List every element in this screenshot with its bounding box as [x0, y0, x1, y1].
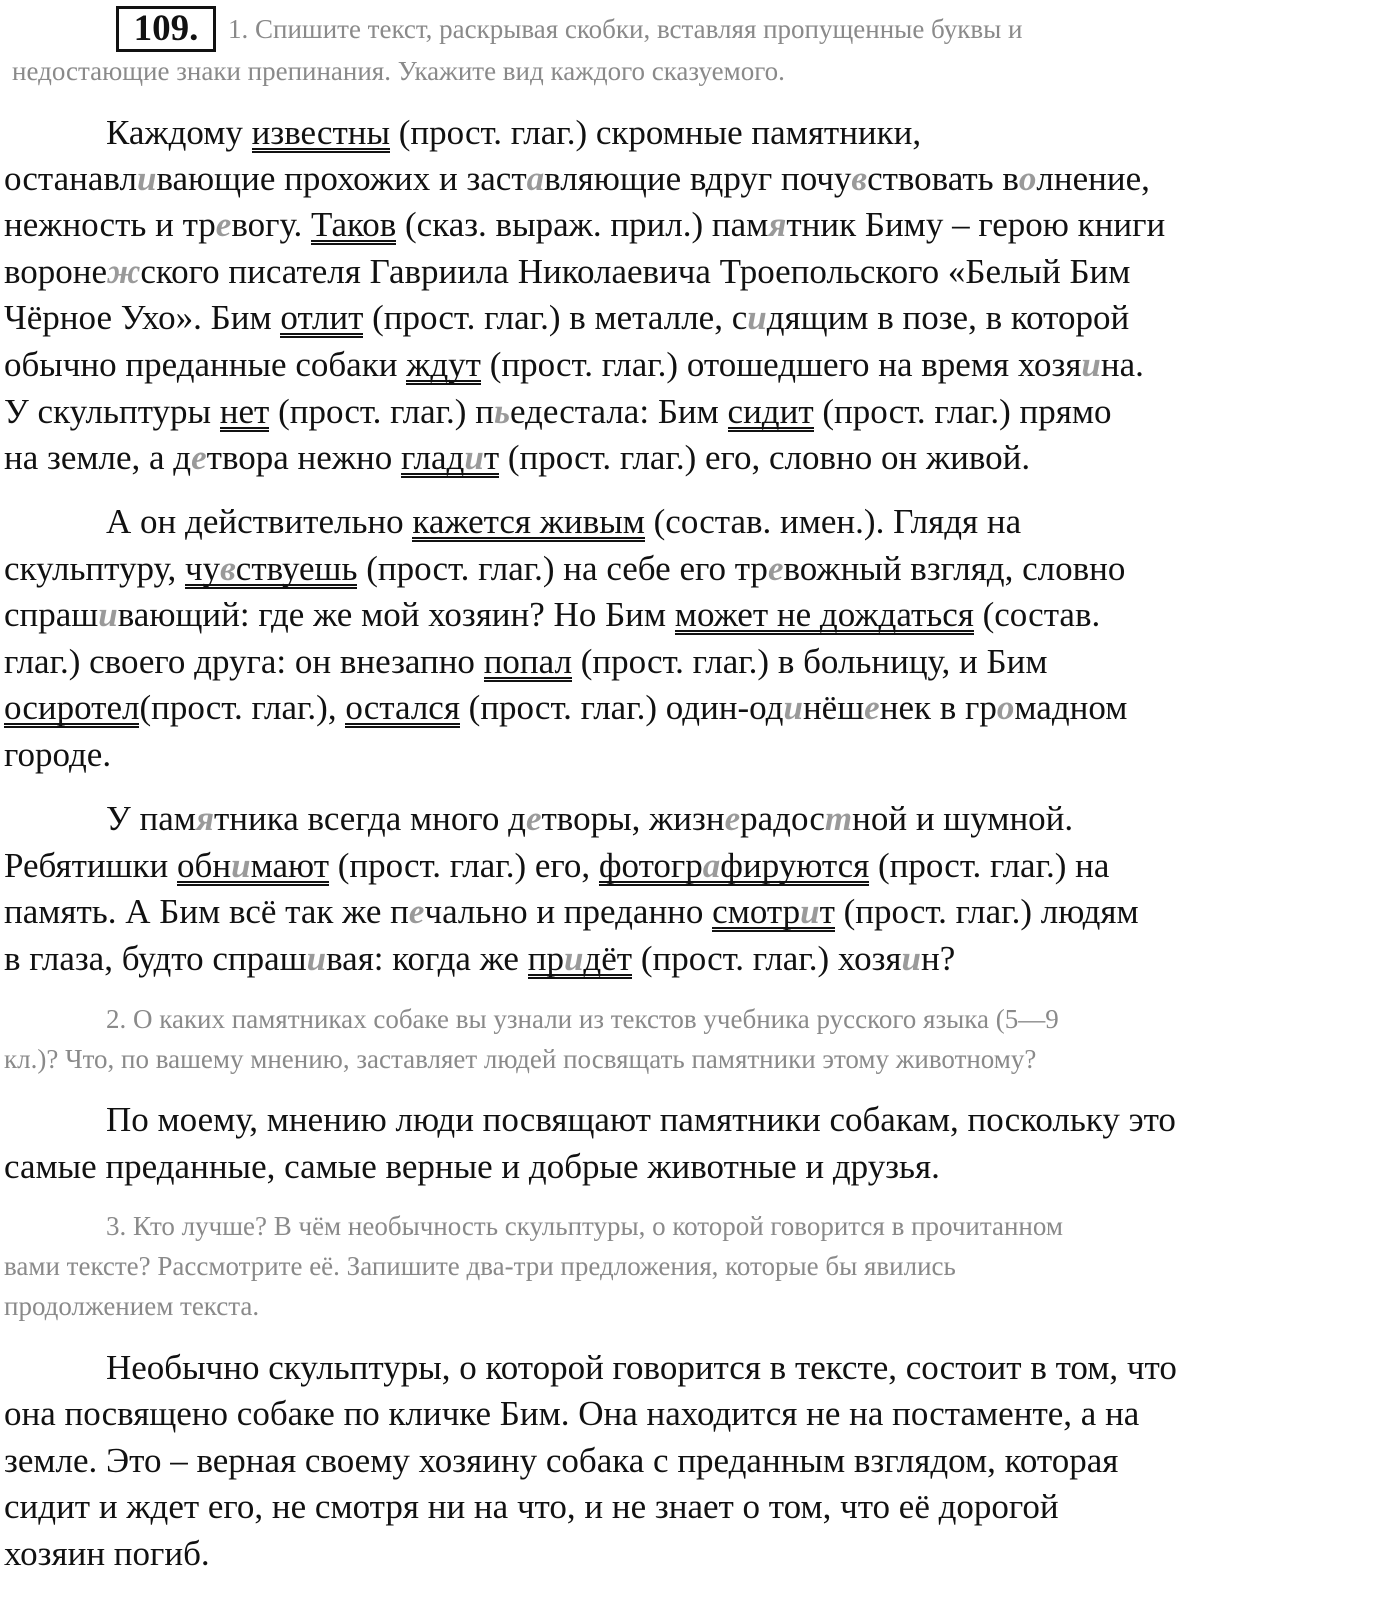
text: на. [1100, 345, 1144, 384]
text: ной и шумной. [852, 799, 1074, 838]
text: городе. [4, 735, 112, 774]
text: т [819, 892, 835, 931]
p1-line-8 [4, 434, 1030, 482]
task-3-line-3: продолжением текста. [4, 1291, 260, 1321]
text: А он действительно [106, 502, 413, 541]
inserted-letter: а [526, 159, 545, 198]
text: (прост. глаг.) в металле, с [363, 298, 748, 337]
answer-3-line-1: Необычно скульптуры, о которой говорится в тексте, состоит в том, что [106, 1348, 1177, 1387]
inserted-letter: е [525, 799, 542, 838]
answer-3-line-2: она посвящено собаке по кличке Бим. Она находится не на постаменте, а на [4, 1394, 1140, 1433]
inserted-letter: и [783, 688, 803, 727]
text: вающий: где же мой хозяин? Но Бим [117, 595, 675, 634]
p1-line-4 [4, 248, 1130, 296]
task-1-line-2: недостающие знаки препинания. Укажите вид каждого сказуемого. [12, 56, 785, 86]
predicate: нет [219, 392, 270, 431]
inserted-letter: и [901, 939, 921, 978]
p3-line-4 [4, 935, 955, 983]
inserted-letter: я [195, 799, 214, 838]
inserted-letter: и [98, 595, 118, 634]
predicate: Таков [310, 205, 397, 244]
predicate: сидит [727, 392, 814, 431]
text: (прост. глаг.) на [869, 846, 1110, 885]
predicate [527, 939, 633, 979]
predicate: ждут [406, 345, 481, 384]
text: ского писателя Гавриила Николаевича Троепольского «Белый Бим [140, 252, 1131, 291]
text: пр [527, 939, 564, 978]
text: (прост. глаг.) скромные памятники, [390, 113, 922, 152]
text: вогу. [231, 205, 311, 244]
p1-line-5 [4, 294, 1129, 342]
text: Чёрное Ухо». Бим [4, 298, 281, 337]
p2-line-4 [4, 638, 1048, 686]
text: (прост. глаг.) прямо [813, 392, 1112, 431]
text: Каждому [106, 113, 252, 152]
text: спраш [4, 595, 99, 634]
predicate [177, 846, 329, 886]
text: мадном [1014, 688, 1128, 727]
text: (прост. глаг.) хозя [632, 939, 902, 978]
text: память. А Бим всё так же п [4, 892, 409, 931]
inserted-letter: и [1081, 345, 1101, 384]
predicate [400, 438, 500, 478]
inserted-letter: т [824, 799, 853, 838]
text: нек в гр [879, 688, 997, 727]
task-3-line-2: вами тексте? Рассмотрите её. Запишите два-три предложения, которые бы явились [4, 1251, 956, 1281]
p1-line-2 [4, 155, 1150, 203]
answer-2-line-2: самые преданные, самые верные и добрые животные и друзья. [4, 1147, 940, 1186]
text: У пам [106, 799, 196, 838]
text: (состав. имен.). Глядя на [644, 502, 1022, 541]
predicate: остался [345, 688, 460, 727]
predicate: кажется живым [412, 502, 645, 541]
p2-line-3 [4, 591, 1100, 639]
p2-line-5 [4, 684, 1127, 732]
text: (прост. глаг.) отошедшего на время хозя [480, 345, 1082, 384]
inserted-letter: а [702, 846, 721, 885]
text: фотогр [598, 846, 703, 885]
text: чально и преданно [424, 892, 713, 931]
inserted-letter: ж [107, 252, 141, 291]
p3-line-1 [106, 795, 1073, 843]
predicate [712, 892, 835, 932]
text: нежность и тр [4, 205, 216, 244]
text: н? [920, 939, 956, 978]
text: едестала: Бим [509, 392, 728, 431]
text: ствовать в [867, 159, 1019, 198]
text: твора нежно [206, 438, 401, 477]
text: вожный взгляд, словно [783, 549, 1126, 588]
answer-3-line-5: хозяин погиб. [4, 1534, 210, 1573]
inserted-letter: о [1018, 159, 1037, 198]
predicate: осиротел [4, 688, 140, 727]
inserted-letter: и [464, 438, 484, 477]
text: (состав. [973, 595, 1101, 634]
text: тник Биму – герою книги [786, 205, 1166, 244]
predicate: отлит [280, 298, 364, 337]
text: смотр [712, 892, 801, 931]
p2-line-2 [4, 545, 1125, 593]
text: глаг.) своего друга: он внезапно [4, 642, 484, 681]
text: т [483, 438, 500, 477]
inserted-letter: в [851, 159, 868, 198]
text: вающие прохожих и заст [156, 159, 527, 198]
text: (прост. глаг.) один-од [459, 688, 784, 727]
inserted-letter: е [767, 549, 784, 588]
task-2-line-1: 2. О каких памятниках собаке вы узнали из текстов учебника русского языка (5—9 [106, 1004, 1059, 1034]
answer-2-line-1: По моему, мнению люди посвящают памятники собакам, поскольку это [106, 1100, 1176, 1139]
exercise-number: 109. [116, 6, 216, 52]
text: скульптуру, [4, 549, 186, 588]
inserted-letter: я [768, 205, 787, 244]
text: чу [185, 549, 221, 588]
text: творы, жизн [541, 799, 725, 838]
inserted-letter: и [136, 159, 157, 198]
p1-line-7 [4, 388, 1111, 436]
text: (прост. глаг.), [139, 688, 346, 727]
p2-line-1 [106, 498, 1021, 546]
inserted-letter: е [215, 205, 232, 244]
inserted-letter: в [220, 549, 236, 588]
predicate [598, 846, 870, 886]
text: дящим в позе, в которой [766, 298, 1130, 337]
text: (прост. глаг.) людям [834, 892, 1139, 931]
text: У скульптуры [4, 392, 220, 431]
text: вляющие вдруг почу [544, 159, 852, 198]
inserted-letter: и [800, 892, 820, 931]
text: (прост. глаг.) его, словно он живой. [499, 438, 1031, 477]
text: ствуешь [235, 549, 358, 588]
text: мают [250, 846, 329, 885]
task-1-line-1: 1. Спишите текст, раскрывая скобки, вставляя пропущенные буквы и [228, 14, 1023, 44]
inserted-letter: и [306, 939, 327, 978]
inserted-letter: и [563, 939, 584, 978]
text: фируются [720, 846, 870, 885]
text: вороне [4, 252, 108, 291]
text: (прост. глаг.) его, [329, 846, 599, 885]
text: на земле, а д [4, 438, 192, 477]
text: Ребятишки [4, 846, 178, 885]
text: лнение, [1036, 159, 1150, 198]
inserted-letter: и [747, 298, 767, 337]
task-3-line-1: 3. Кто лучше? В чём необычность скульптуры, о которой говорится в прочитанном [106, 1211, 1063, 1241]
text: нёш [802, 688, 865, 727]
text: (прост. глаг.) [269, 392, 467, 431]
answer-3-line-4: сидит и ждет его, не смотря ни на что, и не знает о том, что её дорогой [4, 1487, 1059, 1526]
task-2-line-2: кл.)? Что, по вашему мнению, заставляет людей посвящать памятники этому животному? [4, 1044, 1037, 1074]
inserted-letter: е [864, 688, 880, 727]
p3-line-3 [4, 888, 1139, 936]
inserted-letter: ь [493, 392, 510, 431]
answer-3-line-3: земле. Это – верная своему хозяину собака с преданным взглядом, которая [4, 1441, 1119, 1480]
text: (прост. глаг.) в больницу, и Бим [571, 642, 1048, 681]
inserted-letter: и [231, 846, 251, 885]
text: (сказ. выраж. прил.) пам [396, 205, 769, 244]
predicate: может не дождаться [674, 595, 974, 634]
p1-line-1 [106, 109, 921, 157]
text: радос [740, 799, 825, 838]
p2-line-6 [4, 731, 111, 779]
text: обн [177, 846, 232, 885]
p1-line-6 [4, 341, 1144, 389]
text: п [466, 392, 494, 431]
text: вая: когда же [326, 939, 528, 978]
text: тника всегда много д [213, 799, 526, 838]
inserted-letter: е [408, 892, 425, 931]
text: (прост. глаг.) на себе его тр [357, 549, 768, 588]
text: дёт [583, 939, 633, 978]
predicate [185, 549, 358, 589]
text: глад [400, 438, 465, 477]
text: останавл [4, 159, 137, 198]
predicate: попал [483, 642, 572, 681]
text: обычно преданные собаки [4, 345, 407, 384]
inserted-letter: о [996, 688, 1015, 727]
p1-line-3 [4, 201, 1165, 249]
p3-line-2 [4, 842, 1109, 890]
text: в глаза, будто спраш [4, 939, 307, 978]
inserted-letter: е [724, 799, 741, 838]
inserted-letter: е [191, 438, 207, 477]
predicate: известны [251, 113, 390, 152]
